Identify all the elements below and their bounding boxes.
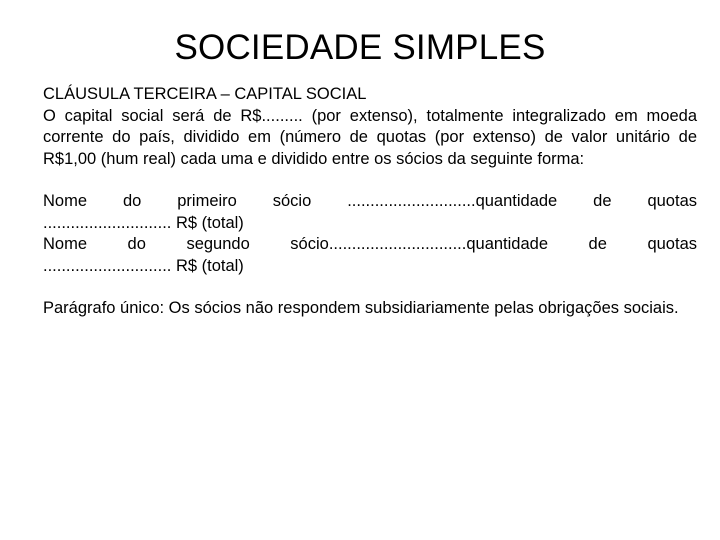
slide-title: SOCIEDADE SIMPLES <box>174 28 546 67</box>
partner-1-line: Nome do primeiro sócio ............................quantidade de quotas <box>43 192 697 210</box>
capital-paragraph: O capital social será de R$......... (por extenso), totalmente integralizado em moeda corrente do país, dividido em (número de quotas (por extenso) de valor unitário de R$1,00 (hum real) cada uma e dividido entre os sócios da seguinte forma: <box>43 106 697 168</box>
partner-2-line: Nome do segundo sócio..............................quantidade de quotas <box>43 235 697 253</box>
spacer <box>43 170 697 191</box>
partner-1-total: ............................ R$ (total) <box>43 213 244 232</box>
partner-2-total: ............................ R$ (total) <box>43 256 244 275</box>
clause-heading: CLÁUSULA TERCEIRA – CAPITAL SOCIAL <box>43 85 367 103</box>
spacer <box>43 277 697 298</box>
slide-body <box>43 84 697 320</box>
sole-paragraph: Parágrafo único: Os sócios não respondem subsidiariamente pelas obrigações sociais. <box>43 299 679 317</box>
